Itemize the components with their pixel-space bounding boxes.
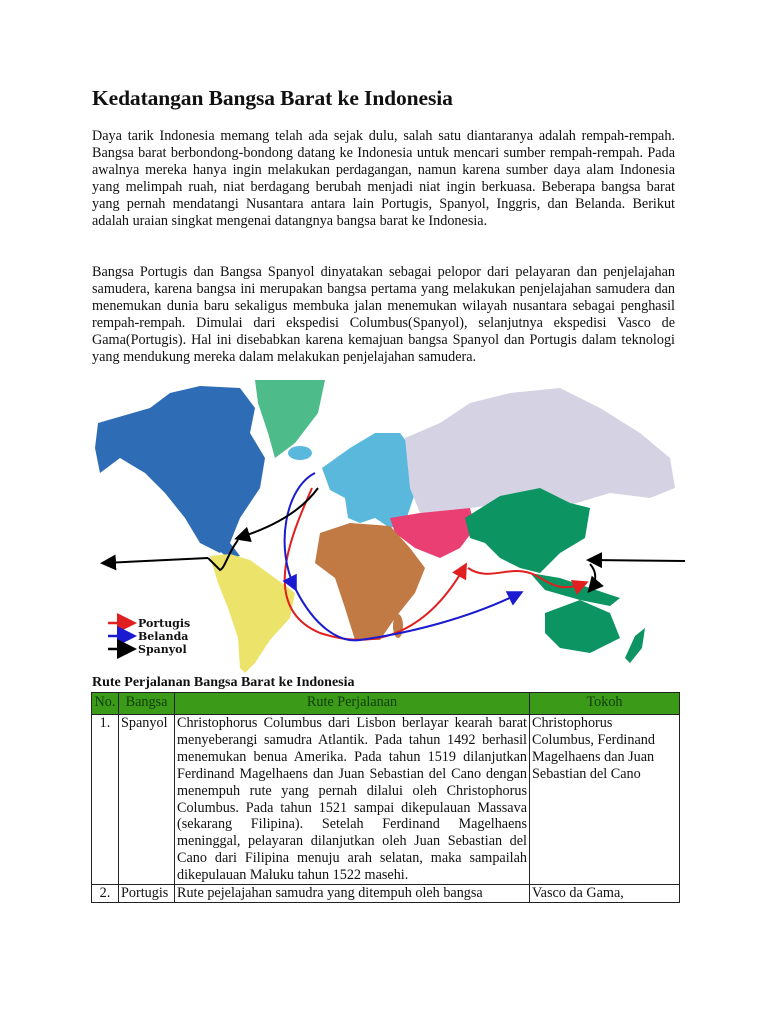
greenland-region (255, 380, 325, 458)
route-table (91, 692, 680, 903)
cell-tokoh: Christophorus Columbus, Ferdinand Magelhaens dan Juan Sebastian del Cano (530, 715, 680, 885)
legend-portugis: Portugis (138, 617, 191, 630)
south-america-region (210, 554, 295, 673)
north-america-region (95, 386, 265, 553)
cell-tokoh: Vasco da Gama, (530, 885, 680, 903)
table-row (92, 715, 680, 885)
legend-belanda: Belanda (138, 630, 189, 643)
table-caption: Rute Perjalanan Bangsa Barat ke Indonesia (92, 675, 355, 690)
cell-rute: Rute pejelajahan samudra yang ditempuh oleh bangsa (175, 885, 530, 903)
header-no: No. (92, 693, 119, 715)
cell-no: 1. (92, 715, 119, 885)
map-legend (108, 617, 190, 656)
europe-region (322, 433, 415, 528)
header-bangsa: Bangsa (119, 693, 175, 715)
header-tokoh: Tokoh (530, 693, 680, 715)
page-title: Kedatangan Bangsa Barat ke Indonesia (92, 86, 453, 110)
cell-bangsa: Spanyol (119, 715, 175, 885)
world-route-map (90, 378, 690, 673)
legend-spanyol: Spanyol (138, 643, 187, 656)
table-header-row (92, 693, 680, 715)
pioneers-paragraph: Bangsa Portugis dan Bangsa Spanyol dinyatakan sebagai pelopor dari pelayaran dan penjelajahan samudera, karena bangsa ini merupakan bangsa pertama yang melakukan penjelajahan samudera dan menemukan dunia baru sekaligus membuka jalan menemukan wilayah nusantara sebagai penghasil rempah-rempah. Dimulai dari ekspedisi Columbus(Spanyol), selanjutnya ekspedisi Vasco de Gama(Portugis). Hal ini disebabkan karena kemajuan bangsa Spanyol dan Portugis dalam teknologi yang mendukung mereka dalam melakukan penjelajahan samudera. (92, 264, 675, 365)
cell-no: 2. (92, 885, 119, 903)
cell-bangsa: Portugis (119, 885, 175, 903)
header-rute: Rute Perjalanan (175, 693, 530, 715)
australia-region (545, 600, 620, 653)
intro-paragraph: Daya tarik Indonesia memang telah ada sejak dulu, salah satu diantaranya adalah rempah-rempah. Bangsa barat berbondong-bondong datang ke Indonesia untuk mencari sumber rempah-rempah. Pada awalnya mereka hanya ingin melakukan perdagangan, namun karena sumber daya alam Indonesia yang melimpah ruah, niat berdagang berubah menjadi niat ingin berkuasa. Beberapa bangsa barat yang pernah mendatangi Nusantara antara lain Portugis, Spanyol, Inggris, dan Belanda. Berikut adalah uraian singkat mengenai datangnya bangsa barat ke Indonesia. (92, 128, 675, 229)
table-row (92, 885, 680, 903)
cell-rute: Christophorus Columbus dari Lisbon berlayar kearah barat menyeberangi samudra Atlantik. Pada tahun 1492 berhasil menemukan benua Amerika. Pada tahun 1519 dilanjutkan Ferdinand Magelhaens dan Juan Sebastian del Cano dengan menempuh rute yang pernah dilalui oleh Christophorus Columbus. Pada tahun 1521 sampai dikepulauan Massava (sekarang Filipina). Setelah Ferdinand Magelhaens meninggal, pelayaran dilanjutkan oleh Juan Sebastian del Cano dari Filipina menuju arah selatan, maka sampailah dikepulauan Maluku tahun 1522 masehi. (175, 715, 530, 885)
